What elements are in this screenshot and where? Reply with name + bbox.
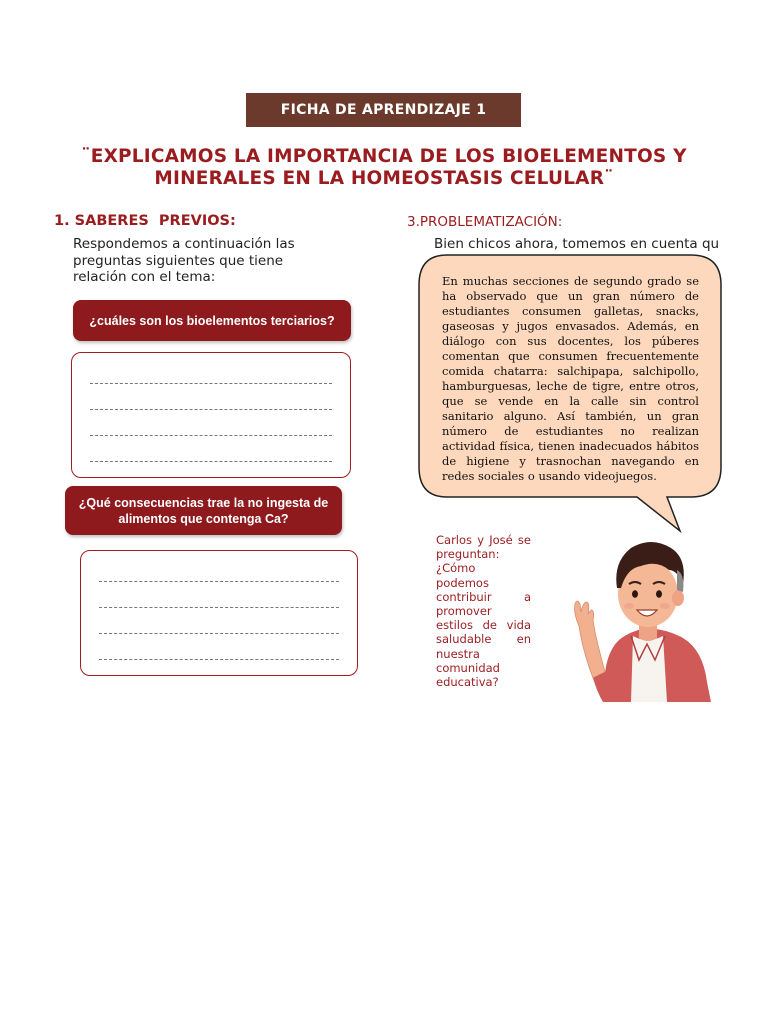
section3-intro: Bien chicos ahora, tomemos en cuenta qu — [434, 236, 720, 252]
question2-pill — [65, 486, 342, 535]
banner-title: FICHA DE APRENDIZAJE 1 — [280, 102, 487, 118]
question2-text: ¿Qué consecuencias trae la no ingesta de alimentos que contenga Ca? — [78, 495, 329, 526]
section1-heading — [54, 213, 236, 229]
main-title-line1: ¨EXPLICAMOS LA IMPORTANCIA DE LOS BIOELEMENTOS Y — [81, 146, 687, 167]
answer-line — [99, 633, 339, 634]
answer-line — [99, 581, 339, 582]
main-title-line2: MINERALES EN LA HOMEOSTASIS CELULAR¨ — [154, 168, 614, 189]
main-title — [40, 146, 728, 190]
section1-title: SABERES PREVIOS: — [74, 213, 236, 229]
question1-text: ¿cuáles son los bioelementos terciarios? — [89, 313, 335, 328]
question1-pill — [73, 300, 351, 341]
answer-line — [90, 435, 332, 436]
answer-line — [90, 409, 332, 410]
answer-line — [90, 383, 332, 384]
answer-box-1[interactable] — [71, 352, 351, 478]
section3-heading: 3.PROBLEMATIZACIÓN: — [407, 214, 563, 230]
worksheet-banner — [246, 93, 521, 127]
answer-line — [99, 659, 339, 660]
section1-number: 1. — [54, 213, 70, 229]
carlos-question: Carlos y José se preguntan: ¿Cómo podemos contribuir a promover estilos de vida saludable en nuestra comunidad educativa? — [436, 533, 531, 690]
answer-line — [99, 607, 339, 608]
boy-illustration-icon — [565, 532, 720, 702]
section1-intro: Respondemos a continuación las preguntas siguientes que tiene relación con el tema: — [73, 236, 295, 285]
bubble-text: En muchas secciones de segundo grado se ha observado que un gran número de estudiantes consumen galletas, snacks, gaseosas y jugos envasados. Además, en diálogo con sus docentes, los púberes comentan que consumen frecuentemente comida chatarra: salchipapa, salchipollo, hamburguesas, leche de tigre, entre otros, que se vende en la calle sin control sanitario alguno. Así también, un gran número de estudiantes no realizan actividad física, tienen inadecuados hábitos de higiene y trasnochan navegando en redes sociales o usando videojuegos. — [442, 274, 699, 483]
answer-box-2[interactable] — [80, 550, 358, 676]
answer-line — [90, 461, 332, 462]
